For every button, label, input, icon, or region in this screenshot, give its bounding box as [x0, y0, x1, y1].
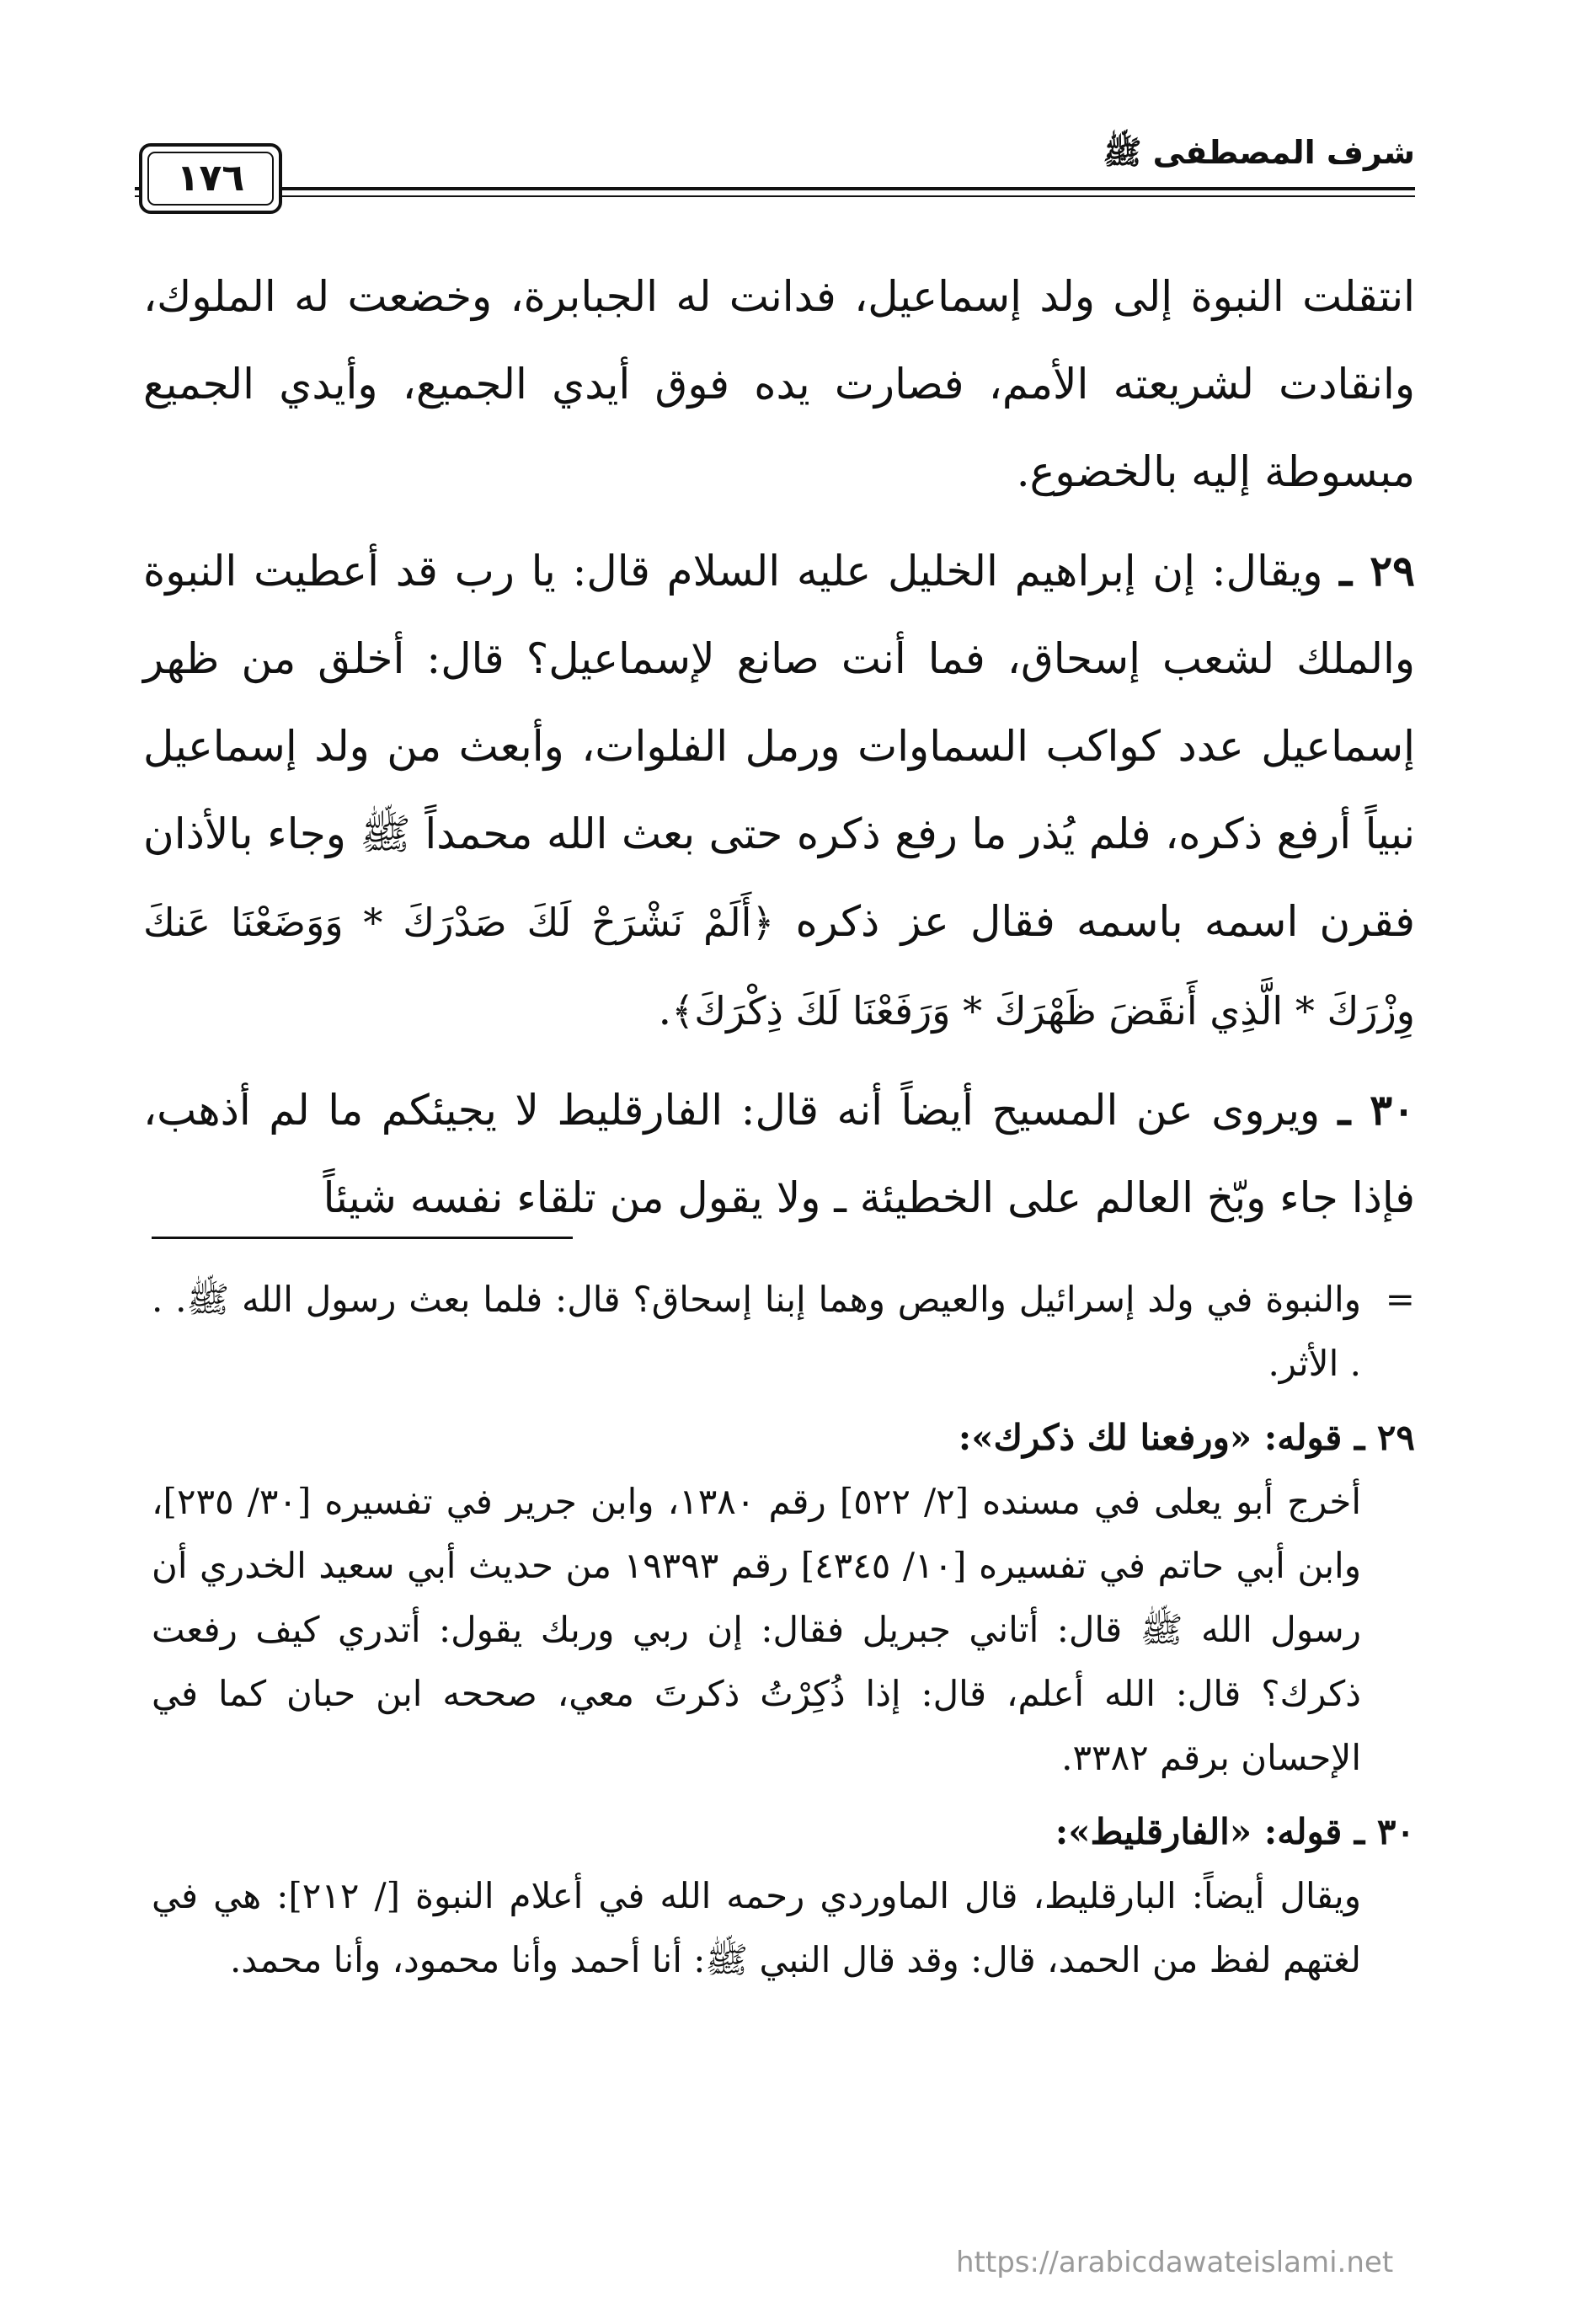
- book-title: شرف المصطفى ﷺ: [1103, 134, 1415, 171]
- paragraph-30-text: ويروى عن المسيح أيضاً أنه قال: الفارقليط لا يجيئكم ما لم أذهب، فإذا جاء وبّخ العالم على الخطيئة ـ ولا يقول من تلقاء نفسه شيئاً: [143, 1086, 1415, 1222]
- main-text: [143, 253, 1415, 1253]
- footnote-30-text: ويقال أيضاً: البارقليط، قال الماوردي رحمه الله في أعلام النبوة [/ ٢١٢]: هي في لغتهم لفظ من الحمد، قال: وقد قال النبي ﷺ: أنا أحمد وأنا محمود، وأنا محمد.: [152, 1875, 1361, 1980]
- footnote-separator: [152, 1237, 573, 1239]
- footnote-30: [152, 1800, 1415, 1992]
- watermark-url: https://arabicdawateislami.net: [956, 2246, 1394, 2279]
- paragraph-29: [143, 527, 1415, 1055]
- page-header: [135, 126, 1415, 219]
- page-number: ١٧٦: [176, 157, 245, 200]
- footnote-continuation-text: والنبوة في ولد إسرائيل والعيص وهما إبنا إسحاق؟ قال: فلما بعث رسول الله ﷺ. . . الأثر.: [152, 1279, 1361, 1384]
- footnote-continuation: [152, 1268, 1415, 1396]
- paragraph-30-number: ٣٠ ـ: [1338, 1085, 1415, 1135]
- footnote-29-heading: ٢٩ ـ قوله: «ورفعنا لك ذكرك»:: [958, 1417, 1415, 1458]
- paragraph-1: انتقلت النبوة إلى ولد إسماعيل، فدانت له الجبابرة، وخضعت له الملوك، وانقادت لشريعته الأمم، فصارت يده فوق أيدي الجميع، وأيدي الجميع مبسوطة إليه بالخضوع.: [143, 272, 1415, 496]
- footnotes: [152, 1268, 1415, 2002]
- paragraph-30: [143, 1066, 1415, 1242]
- footnote-29: [152, 1406, 1415, 1790]
- header-rule-thick: [135, 187, 1415, 190]
- paragraph-29-end: .: [658, 986, 672, 1034]
- footnote-29-text: أخرج أبو يعلى في مسنده [٢/ ٥٢٢] رقم ١٣٨٠، وابن جرير في تفسيره [٣٠/ ٢٣٥]، وابن أبي حاتم في تفسيره [١٠/ ٤٣٤٥] رقم ١٩٣٩٣ من حديث أبي سعيد الخدري أن رسول الله ﷺ قال: أتاني جبريل فقال: إن ربي وربك يقول: أتدري كيف رفعت ذكرك؟ قال: الله أعلم، قال: إذا ذُكِرْتُ ذكرتَ معي، صححه ابن حبان كما في الإحسان برقم ٣٣٨٢.: [152, 1481, 1362, 1778]
- header-rule-thin: [135, 195, 1415, 197]
- paragraph-29-text: ويقال: إن إبراهيم الخليل عليه السلام قال: يا رب قد أعطيت النبوة والملك لشعب إسحاق، فما أنت صانع لإسماعيل؟ قال: أخلق من ظهر إسماعيل عدد كواكب السماوات ورمل الفلوات، وأبعث من ولد إسماعيل نبياً أرفع ذكره، فلم يُذر ما رفع ذكره حتى بعث الله محمداً ﷺ وجاء بالأذان فقرن اسمه باسمه فقال عز ذكره: [143, 547, 1415, 946]
- paragraph-29-number: ٢٩ ـ: [1339, 546, 1415, 596]
- footnote-30-heading: ٣٠ ـ قوله: «الفارقليط»:: [1055, 1811, 1415, 1852]
- quran-verse: ﴿أَلَمْ نَشْرَحْ لَكَ صَدْرَكَ * وَوَضَعْنَا عَنكَ وِزْرَكَ * الَّذِي أَنقَضَ ظَهْرَكَ * وَرَفَعْنَا لَكَ ذِكْرَكَ﴾: [143, 900, 1415, 1034]
- page-number-box: [139, 143, 282, 214]
- continuation-mark: =: [1385, 1279, 1415, 1320]
